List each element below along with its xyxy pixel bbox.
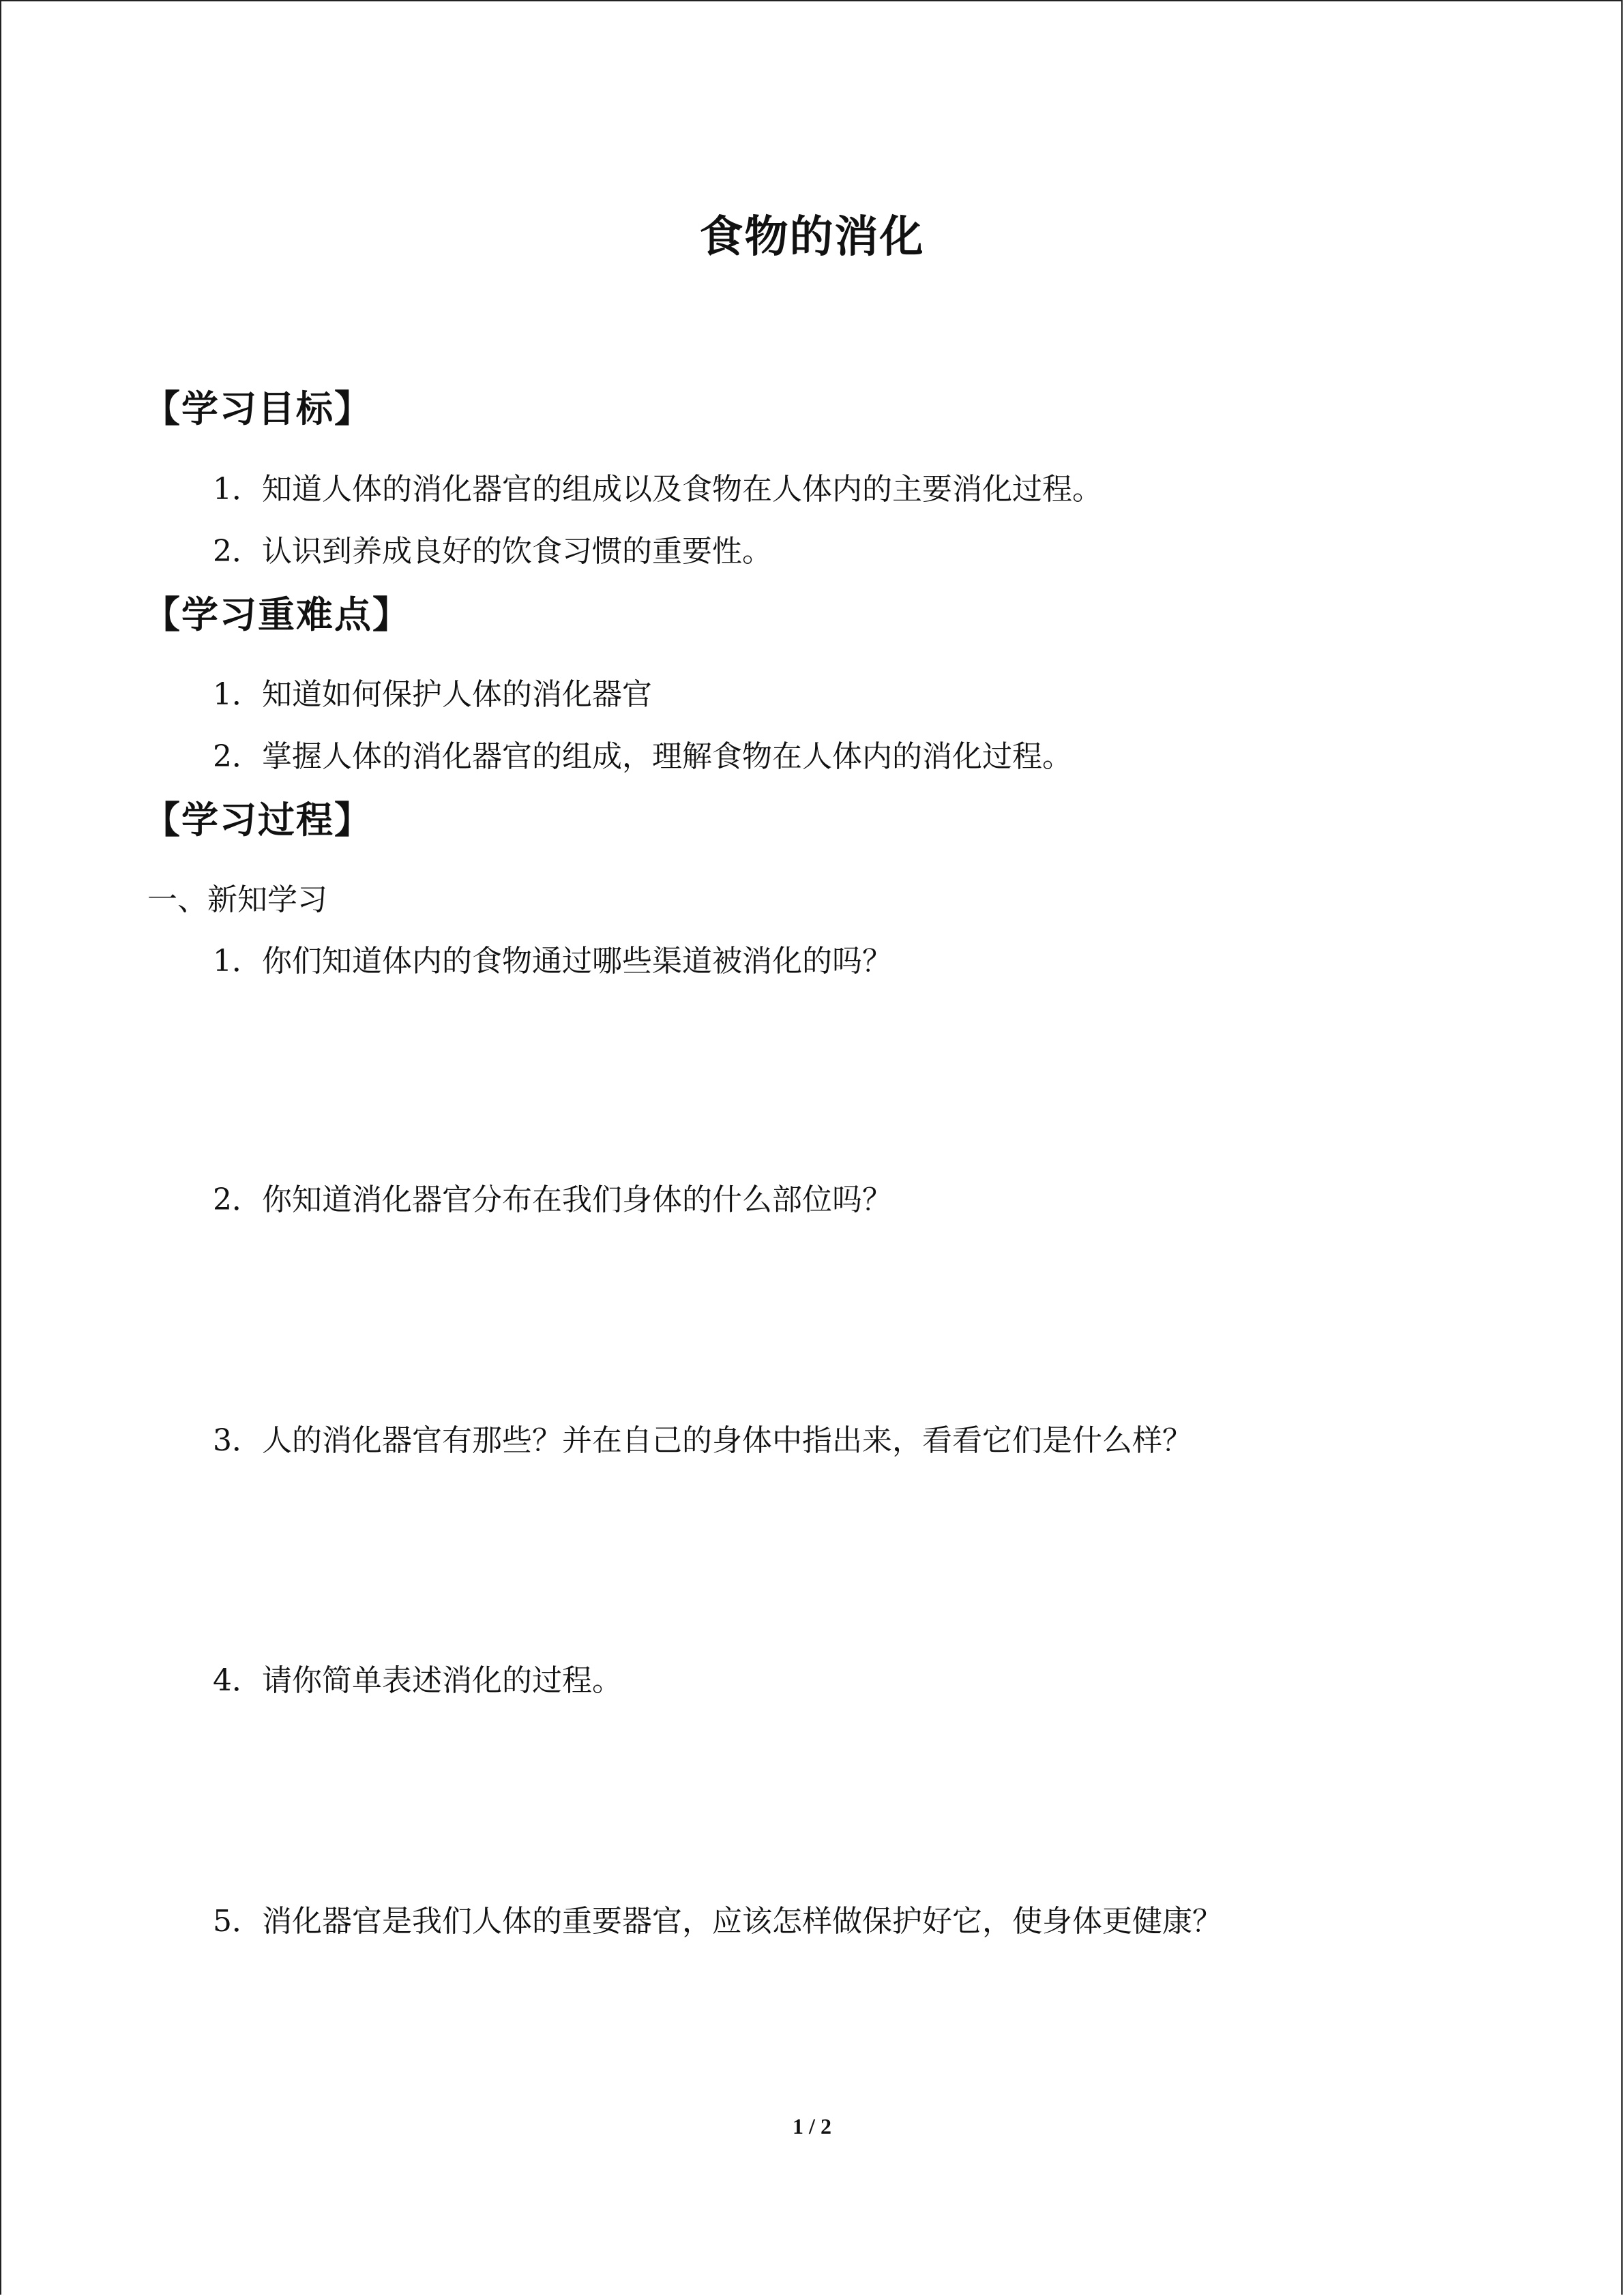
page-number: 1 / 2 xyxy=(793,2114,831,2138)
question-2: 2．你知道消化器官分布在我们身体的什么部位吗？ xyxy=(213,1182,892,1217)
question-3: 3．人的消化器官有那些？并在自己的身体中指出来，看看它们是什么样？ xyxy=(213,1423,1192,1458)
key-point-item-2: 2．掌握人体的消化器官的组成，理解食物在人体内的消化过程。 xyxy=(213,739,1072,774)
question-4: 4．请你简单表述消化的过程。 xyxy=(213,1663,622,1698)
question-5: 5．消化器官是我们人体的重要器官，应该怎样做保护好它，使身体更健康？ xyxy=(213,1904,1222,1939)
process-heading: 【学习过程】 xyxy=(143,799,372,841)
objective-item-1: 1．知道人体的消化器官的组成以及食物在人体内的主要消化过程。 xyxy=(213,472,1102,507)
new-knowledge-subheading: 一、新知学习 xyxy=(147,882,327,917)
objectives-heading: 【学习目标】 xyxy=(143,387,372,430)
key-points-heading: 【学习重难点】 xyxy=(143,593,411,636)
key-point-item-1: 1．知道如何保护人体的消化器官 xyxy=(213,677,652,712)
document-title: 食物的消化 xyxy=(699,212,925,263)
question-1: 1．你们知道体内的食物通过哪些渠道被消化的吗？ xyxy=(213,944,892,979)
objective-item-2: 2．认识到养成良好的饮食习惯的重要性。 xyxy=(213,534,772,569)
